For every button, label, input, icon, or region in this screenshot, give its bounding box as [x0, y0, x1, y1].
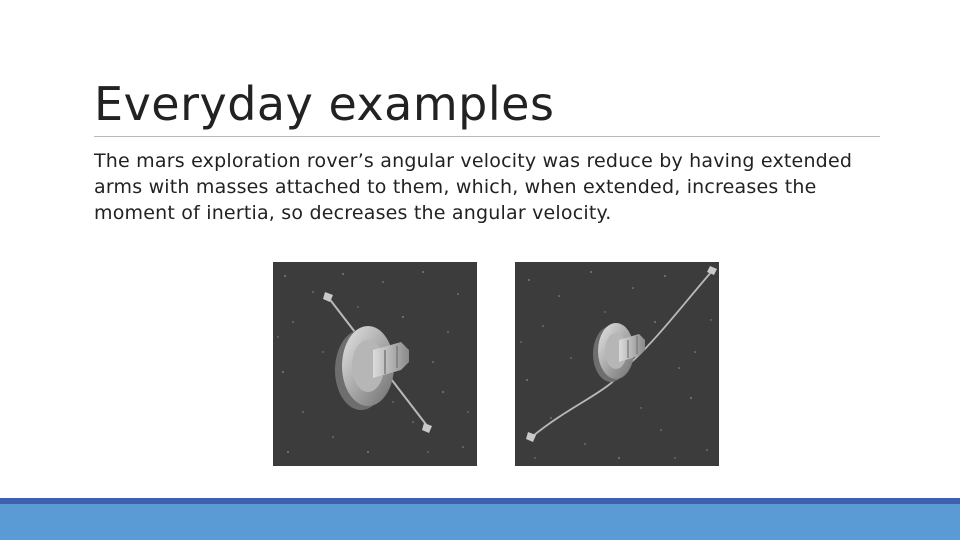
title-divider — [94, 136, 880, 137]
footer-accent-bar — [0, 504, 960, 540]
spacecraft-extended-illustration — [515, 262, 719, 466]
slide-body-text: The mars exploration rover’s angular velocity was reduce by having extended arms with masses attached to them, which, when extended, increases the moment of inertia, so decreases the angular velocity. — [94, 150, 853, 224]
spacecraft-retracted-illustration — [273, 262, 477, 466]
rover-arms-extended-image — [515, 262, 719, 466]
rover-arms-retracted-image — [273, 262, 477, 466]
slide-title: Everyday examples — [94, 77, 555, 131]
